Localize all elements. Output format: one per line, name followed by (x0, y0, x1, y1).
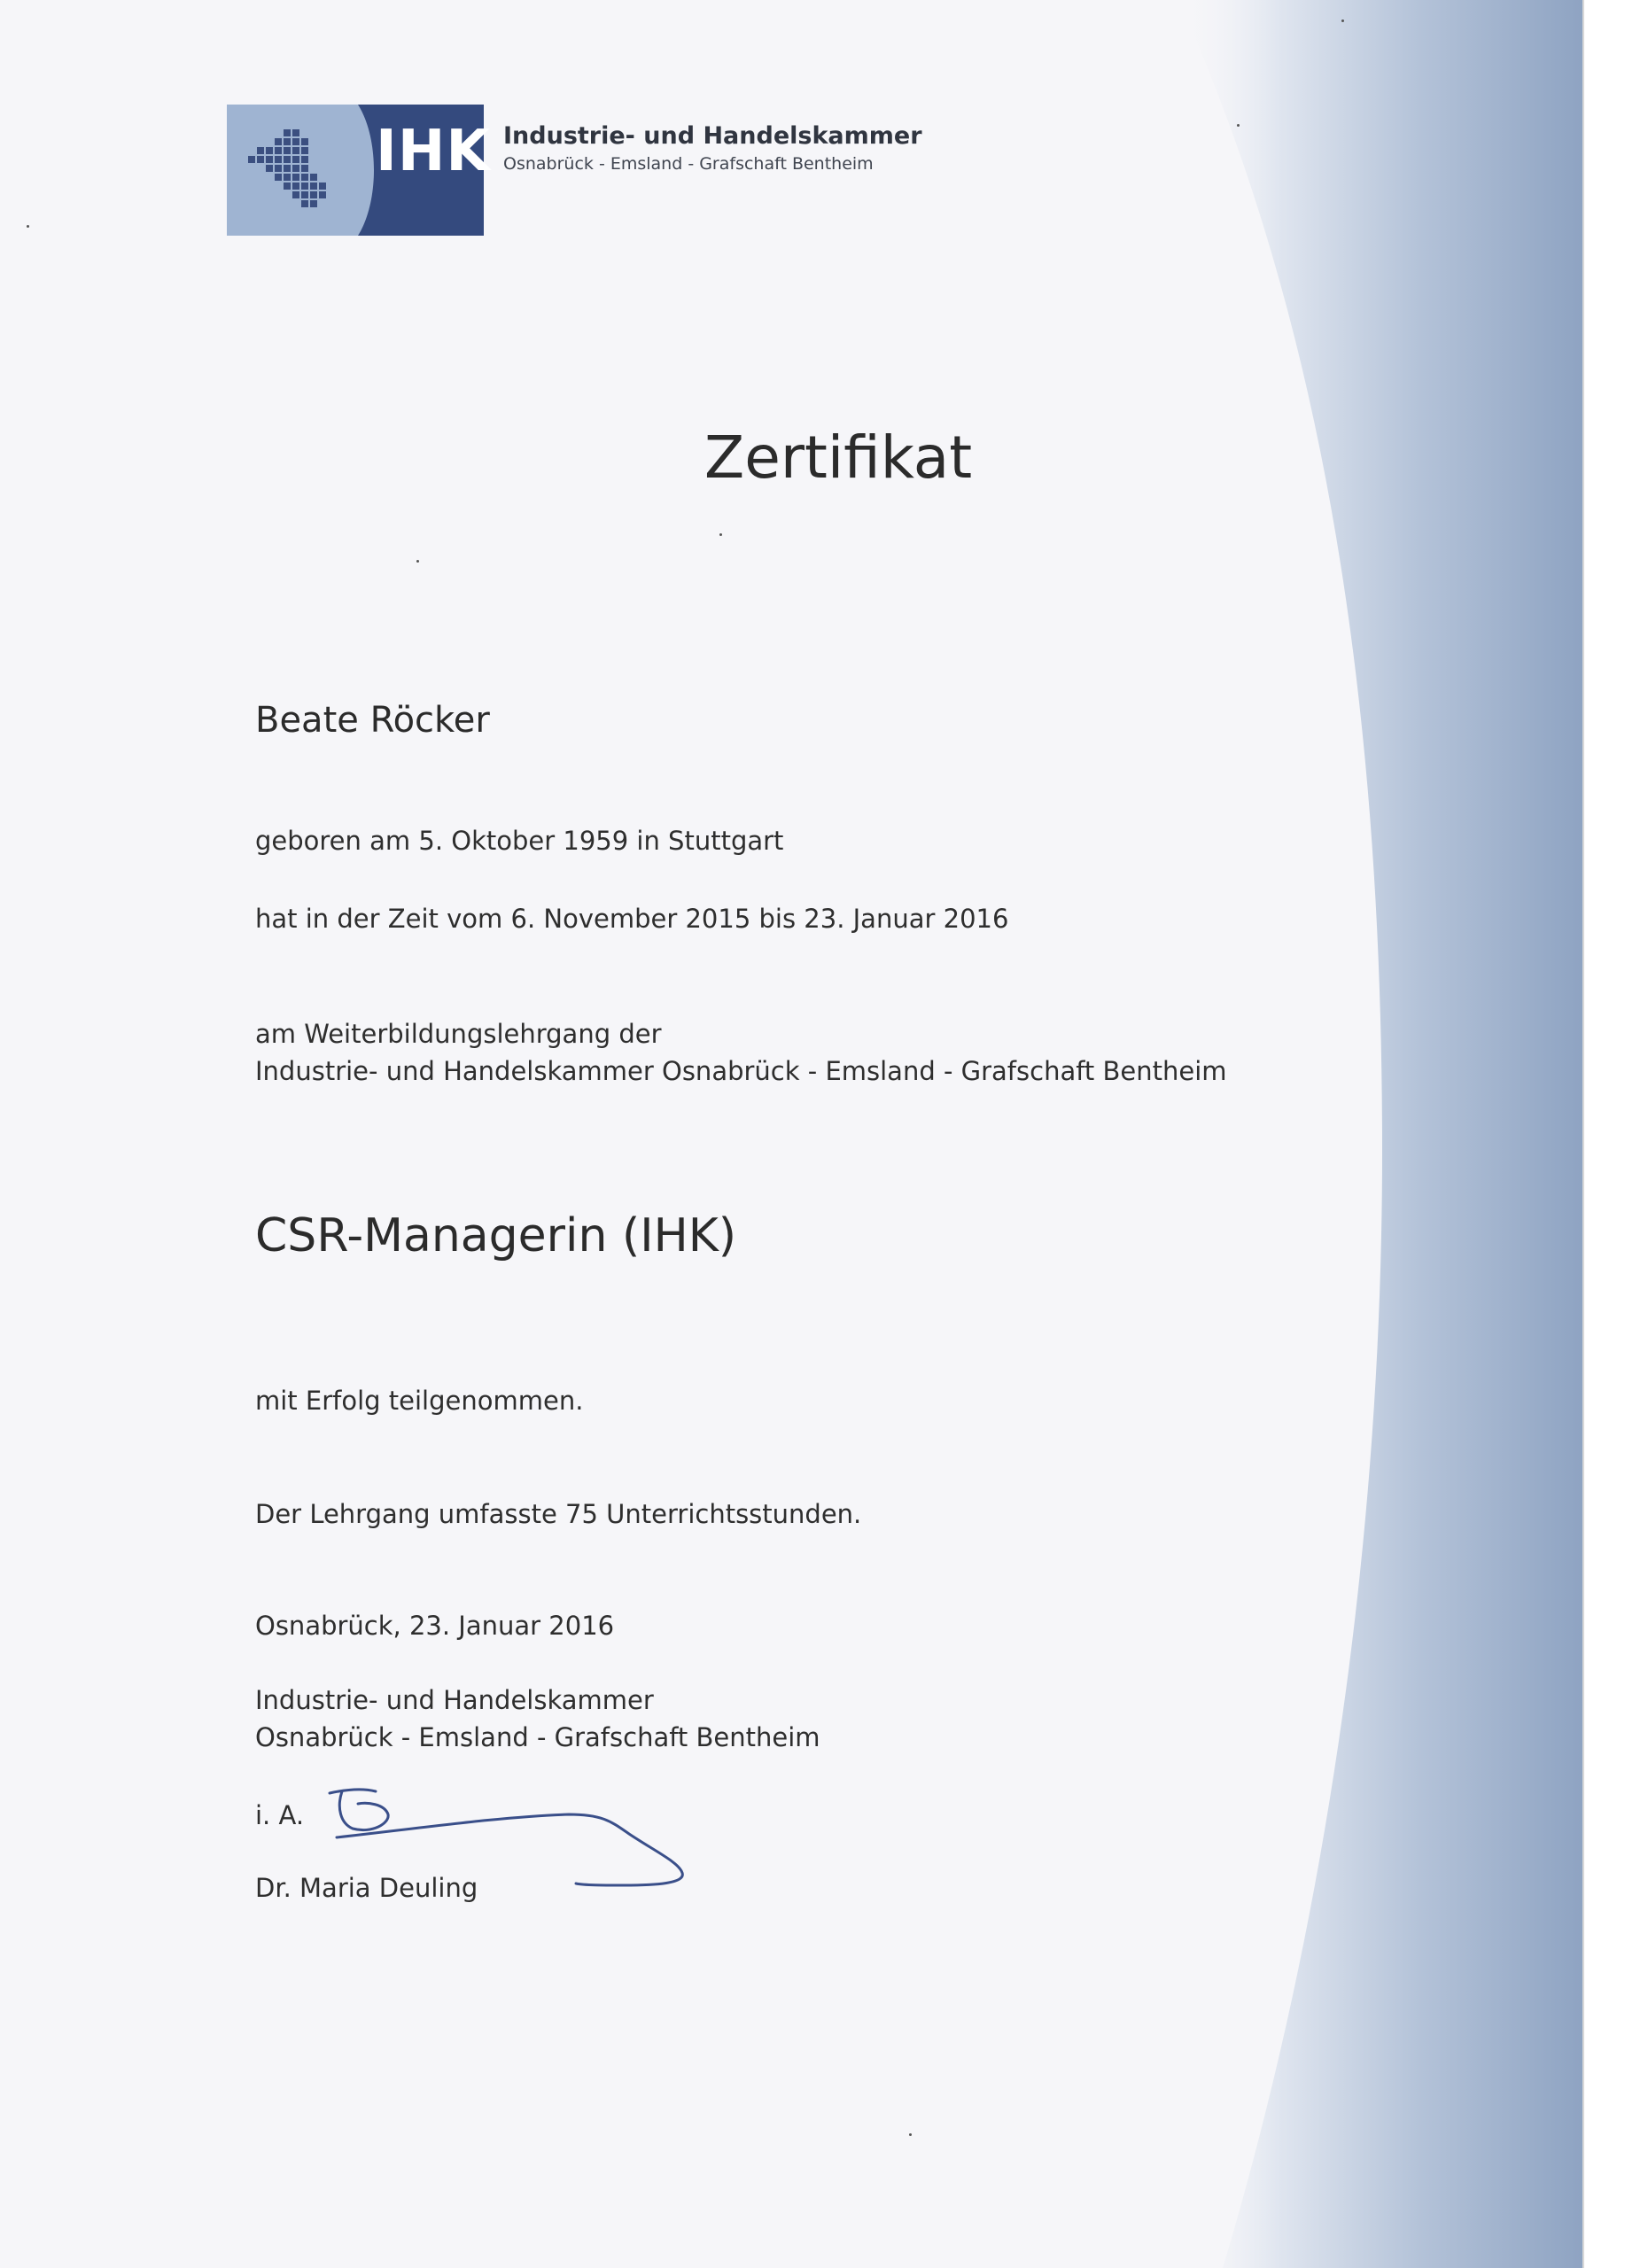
recipient-name: Beate Röcker (255, 700, 490, 741)
signatory-name: Dr. Maria Deuling (255, 1873, 478, 1903)
region-map-icon (246, 126, 344, 214)
scan-speck (27, 225, 29, 228)
issuer-line-1: Industrie- und Handelskammer (255, 1685, 654, 1715)
logo-acronym: IHK (376, 119, 491, 184)
org-name: Industrie- und Handelskammer (503, 122, 922, 150)
course-line-1: am Weiterbildungslehrgang der (255, 1019, 662, 1049)
place-date: Osnabrück, 23. Januar 2016 (255, 1611, 615, 1641)
page-edge (1582, 0, 1648, 2268)
scan-speck (1341, 19, 1344, 22)
on-behalf-label: i. A. (255, 1800, 305, 1830)
hours-line: Der Lehrgang umfasste 75 Unterrichtsstunden. (255, 1499, 862, 1529)
birth-line: geboren am 5. Oktober 1959 in Stuttgart (255, 826, 784, 856)
result-line: mit Erfolg teilgenommen. (255, 1386, 584, 1416)
scan-speck (416, 560, 419, 563)
course-line-2: Industrie- und Handelskammer Osnabrück - Emsland - Grafschaft Bentheim (255, 1056, 1227, 1086)
issuer-line-2: Osnabrück - Emsland - Grafschaft Bentheim (255, 1722, 820, 1752)
ihk-logo (227, 105, 491, 236)
certificate-title: Zertifikat (704, 423, 973, 492)
scan-speck (909, 2133, 912, 2136)
period-line: hat in der Zeit vom 6. November 2015 bis 23. Januar 2016 (255, 904, 1009, 934)
scan-speck (1237, 124, 1240, 127)
scan-speck (719, 533, 722, 536)
qualification-title: CSR-Managerin (IHK) (255, 1209, 737, 1262)
org-region: Osnabrück - Emsland - Grafschaft Bentheim (503, 154, 874, 174)
